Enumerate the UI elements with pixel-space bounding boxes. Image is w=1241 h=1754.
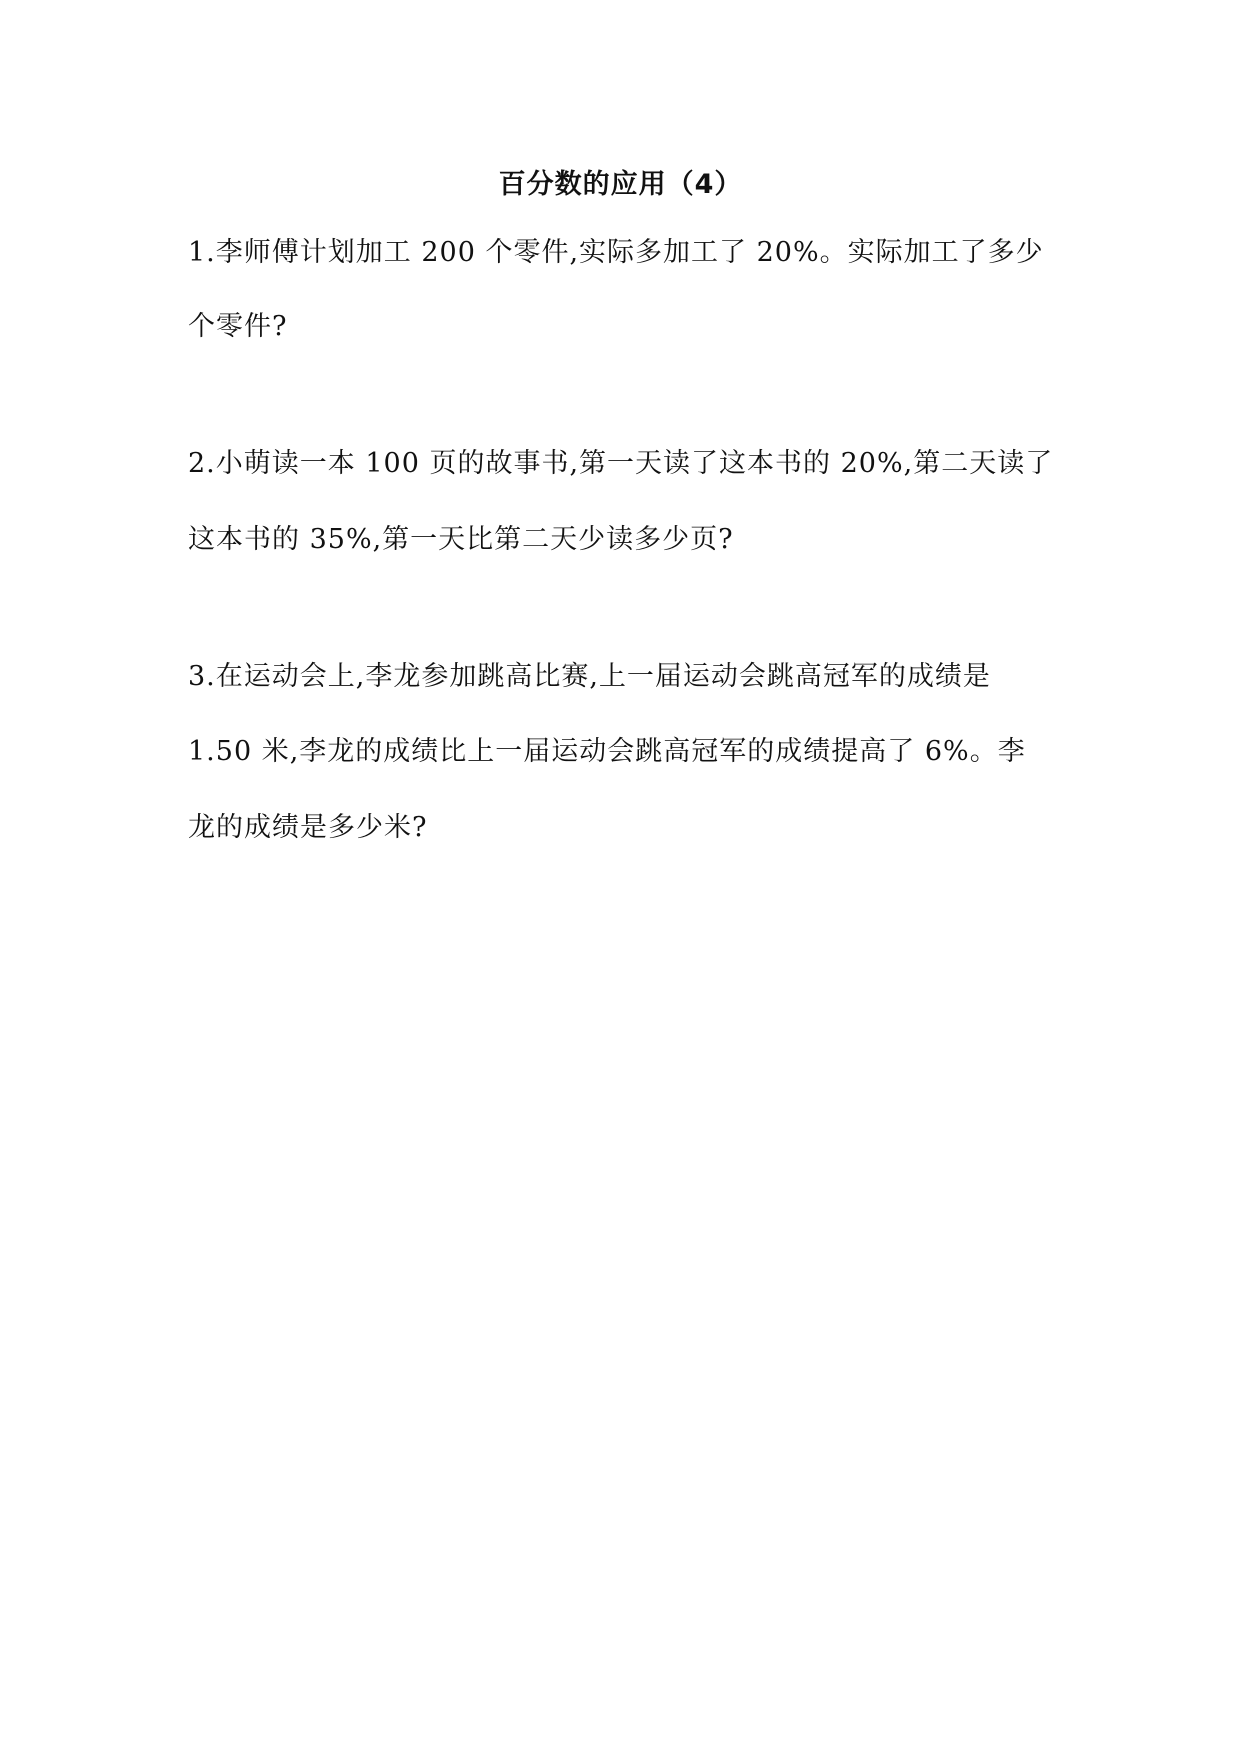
problem-3-line-1: 3.在运动会上,李龙参加跳高比赛,上一届运动会跳高冠军的成绩是 [188, 661, 991, 692]
problem-3-line-2: 1.50 米,李龙的成绩比上一届运动会跳高冠军的成绩提高了 6%。李 [188, 736, 1026, 767]
problem-2-line-1: 2.小萌读一本 100 页的故事书,第一天读了这本书的 20%,第二天读了 [188, 448, 1054, 479]
problem-3-line-3: 龙的成绩是多少米? [188, 812, 428, 843]
page-title: 百分数的应用（4） [498, 169, 743, 200]
problem-1-line-1: 1.李师傅计划加工 200 个零件,实际多加工了 20%。实际加工了多少 [188, 237, 1044, 268]
problem-1-line-2: 个零件? [188, 311, 288, 342]
problem-2-line-2: 这本书的 35%,第一天比第二天少读多少页? [188, 524, 734, 555]
